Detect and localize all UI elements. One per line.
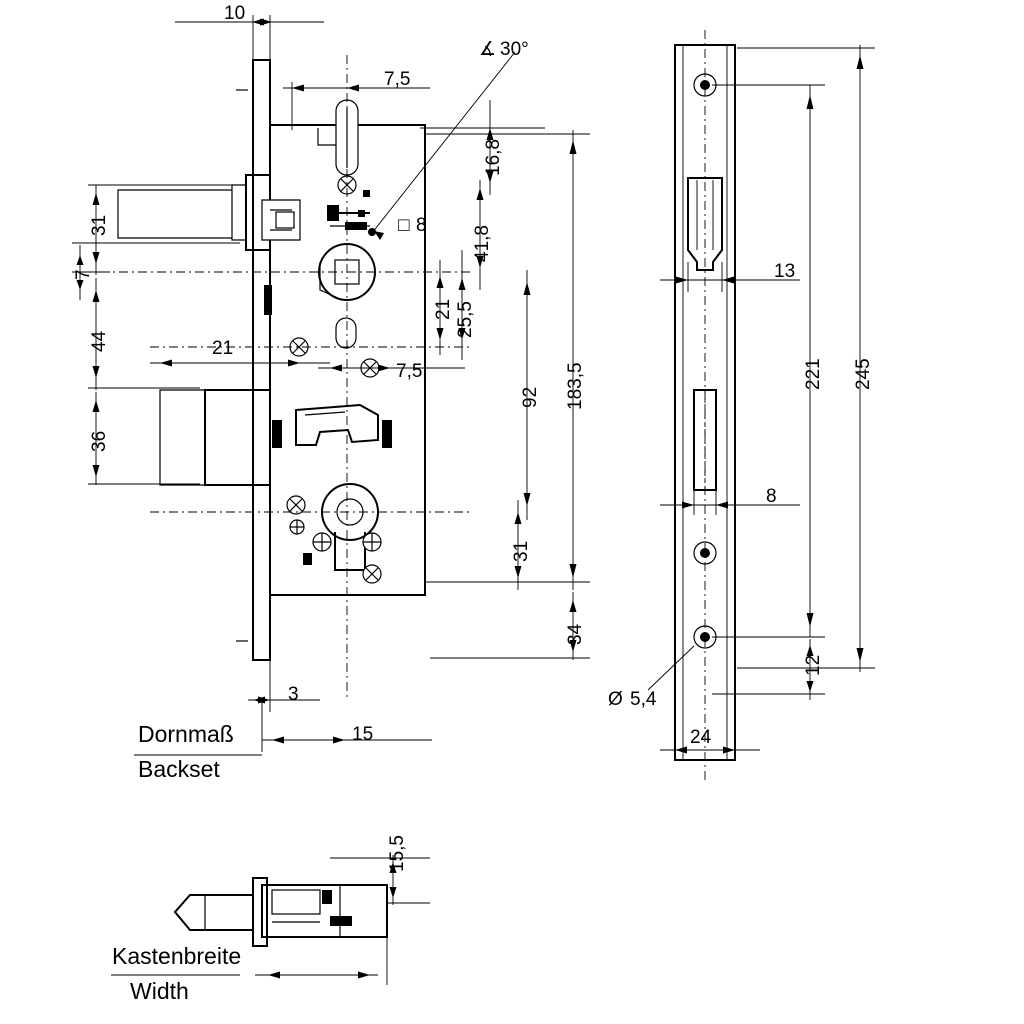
dim-15_5: 15,5 <box>387 835 408 872</box>
square-symbol-icon: □ <box>398 215 410 236</box>
dim-square-8: 8 <box>416 215 427 236</box>
diameter-symbol-icon: Ø <box>608 689 623 710</box>
dim-21-left: 21 <box>212 338 234 359</box>
label-backset-de: Dornmaß <box>138 721 234 747</box>
dim-21-right: 21 <box>433 298 454 320</box>
label-width-en: Width <box>130 978 189 1004</box>
dim-41_8: 41,8 <box>472 225 493 262</box>
dim-12: 12 <box>803 654 824 676</box>
dim-10: 10 <box>224 3 246 24</box>
dim-31-left: 31 <box>89 214 110 236</box>
dim-15: 15 <box>352 724 374 745</box>
dim-92: 92 <box>520 386 541 408</box>
label-width-de: Kastenbreite <box>112 943 242 969</box>
dim-183_5: 183,5 <box>565 362 586 410</box>
dim-16_8: 16,8 <box>483 139 504 176</box>
dim-36: 36 <box>89 430 110 452</box>
dim-13: 13 <box>774 261 796 282</box>
dim-3: 3 <box>288 684 299 705</box>
label-backset-en: Backset <box>138 756 220 782</box>
dim-44: 44 <box>89 330 110 352</box>
dim-31-right: 31 <box>511 540 532 562</box>
dim-24: 24 <box>690 727 712 748</box>
dim-7_5-top: 7,5 <box>384 69 411 90</box>
dim-8-face: 8 <box>766 486 777 507</box>
angle-symbol-icon: ∡ <box>479 39 497 60</box>
dim-25_5: 25,5 <box>455 301 476 338</box>
dim-245: 245 <box>853 358 874 390</box>
dim-34: 34 <box>565 623 586 645</box>
dim-7_5-mid: 7,5 <box>396 361 423 382</box>
dim-7-left: 7 <box>73 269 94 280</box>
dim-221: 221 <box>803 358 824 390</box>
dim-5_4: 5,4 <box>630 689 657 710</box>
dim-angle-30: 30° <box>500 39 529 60</box>
